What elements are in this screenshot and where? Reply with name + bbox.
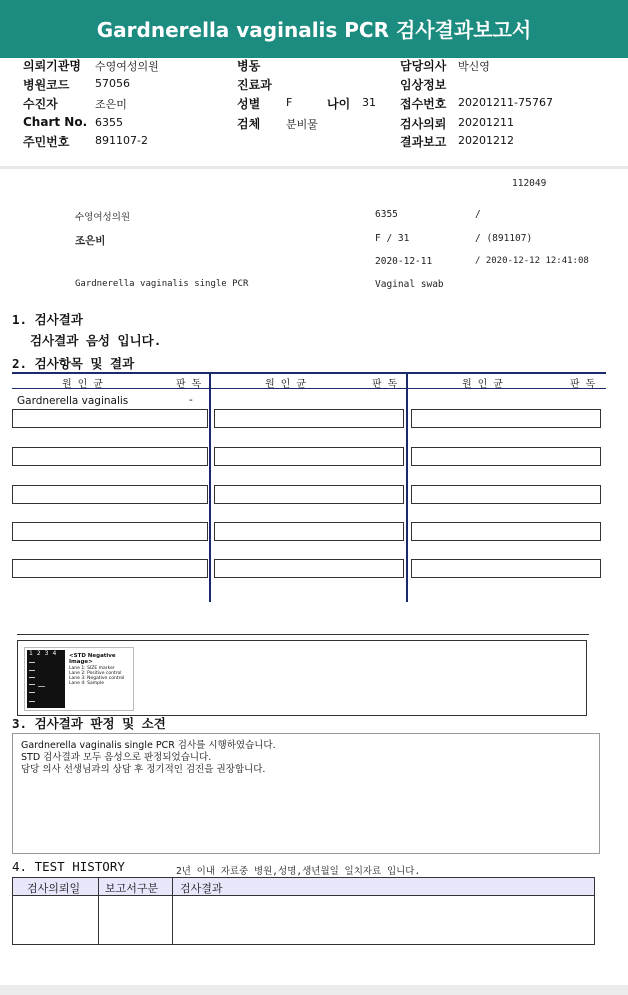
age-value: 31 [362,96,376,109]
positive-band [38,686,45,687]
chart-no-value: 6355 [95,116,123,129]
specimen-label: 검체 [237,117,261,131]
hospital-code-label: 병원코드 [23,78,70,92]
result-cell [411,522,601,541]
opinion-line: 담당 의사 선생님과의 상담 후 정기적인 검진을 권장합니다. [21,764,266,775]
meta-test-name: Gardnerella vaginalis single PCR [75,279,249,289]
history-col-line [172,878,173,944]
ward-label: 병동 [237,59,261,73]
section1-title: 1. 검사결과 [12,312,83,327]
meta-sample: Vaginal swab [375,279,444,290]
sex-label: 성별 [237,97,261,111]
result-cell [214,409,404,428]
result-cell [214,559,404,578]
table-divider-2 [406,374,408,602]
gel-caption: Lane 1: SIZE marker Lane 2: Positive control Lane 3: Negative control Lane 4: Sample [69,666,125,686]
history-col-line [98,878,99,944]
gel-image-frame [24,647,134,711]
gel-caption-title: <STD Negative Image> [69,653,116,665]
section3-title: 3. 검사결과 판정 및 소견 [12,716,166,731]
header-divider [0,166,628,169]
history-col-result: 검사결과 [180,882,223,895]
gel-image [27,650,65,708]
opinion-line: STD 검사결과 모두 음성으로 판정되었습니다. [21,752,212,763]
result-cell [12,485,208,504]
age-label: 나이 [327,97,351,111]
page-footer [0,985,628,995]
patient-value: 조은미 [95,98,127,111]
result-cell [12,447,208,466]
hospital-code-value: 57056 [95,77,130,90]
dept-label: 진료과 [237,78,272,92]
client-value: 수영여성의원 [95,60,159,73]
specimen-value: 분비물 [286,118,318,131]
meta-request-date: 2020-12-11 [375,256,433,267]
history-header [13,878,594,896]
result-cell [411,485,601,504]
meta-chart: 6355 [375,209,398,220]
report-code: 112049 [512,178,547,189]
meta-id: / (891107) [475,233,533,244]
doctor-label: 담당의사 [400,59,447,73]
meta-report-date: / 2020-12-12 12:41:08 [475,256,589,266]
marker-band [29,662,35,663]
result-cell [411,409,601,428]
result-cell [214,447,404,466]
col-organism-2: 원 인 균 [265,379,307,390]
table-divider-1 [209,374,211,602]
result-cell [12,559,208,578]
resident-no-label: 주민번호 [23,135,70,149]
doctor-value: 박신영 [458,60,490,73]
opinion-text [21,740,276,776]
chart-no-label: Chart No. [23,115,88,129]
patient-label: 수진자 [23,97,58,111]
result-cell [12,409,208,428]
meta-sex-age: F / 31 [375,233,410,244]
section1-result: 검사결과 음성 입니다. [30,333,162,348]
receipt-no-value: 20201211-75767 [458,96,553,109]
marker-band [29,701,35,702]
history-col-request-date: 검사의뢰일 [27,882,81,895]
history-table [12,877,595,945]
history-col-report-type: 보고서구분 [105,882,159,895]
gel-lanes: 1234 [29,650,61,657]
clinical-info-label: 임상정보 [400,78,447,92]
report-date-label: 결과보고 [400,135,447,149]
result-cell [214,522,404,541]
report-title: Gardnerella vaginalis PCR 검사결과보고서 [96,18,532,42]
request-date-value: 20201211 [458,116,514,129]
result-cell [12,522,208,541]
meta-patient: 조은비 [75,235,106,247]
opinion-line: Gardnerella vaginalis single PCR 검사를 시행하였습니다. [21,740,276,751]
col-organism-1: 원 인 균 [62,379,104,390]
report-date-value: 20201212 [458,134,514,147]
row1-result: - [189,394,193,406]
request-date-label: 검사의뢰 [400,117,447,131]
col-judge-2: 판 독 [372,379,398,390]
result-cell [411,559,601,578]
marker-band [29,684,35,685]
history-note: 2년 이내 자료중 병원,성명,생년월일 일치자료 입니다. [176,866,421,877]
report-title-bar [0,0,628,58]
meta-clinic: 수영여성의원 [75,212,131,223]
marker-band [29,677,35,678]
table-top-line [12,372,606,374]
opinion-box [12,733,600,854]
section4-title: 4. TEST HISTORY [12,859,125,874]
result-cell [411,447,601,466]
gel-panel [17,640,587,716]
result-cell [214,485,404,504]
marker-band [29,692,35,693]
section2-title: 2. 검사항목 및 결과 [12,356,135,371]
meta-slash: / [475,209,481,220]
col-organism-3: 원 인 균 [462,379,504,390]
col-judge-3: 판 독 [570,379,596,390]
sex-value: F [286,96,293,109]
resident-no-value: 891107-2 [95,134,148,147]
client-label: 의뢰기관명 [23,59,81,73]
receipt-no-label: 접수번호 [400,97,447,111]
marker-band [29,670,35,671]
gel-panel-top-line [17,634,589,635]
row1-organism: Gardnerella vaginalis [17,395,129,407]
col-judge-1: 판 독 [176,379,202,390]
